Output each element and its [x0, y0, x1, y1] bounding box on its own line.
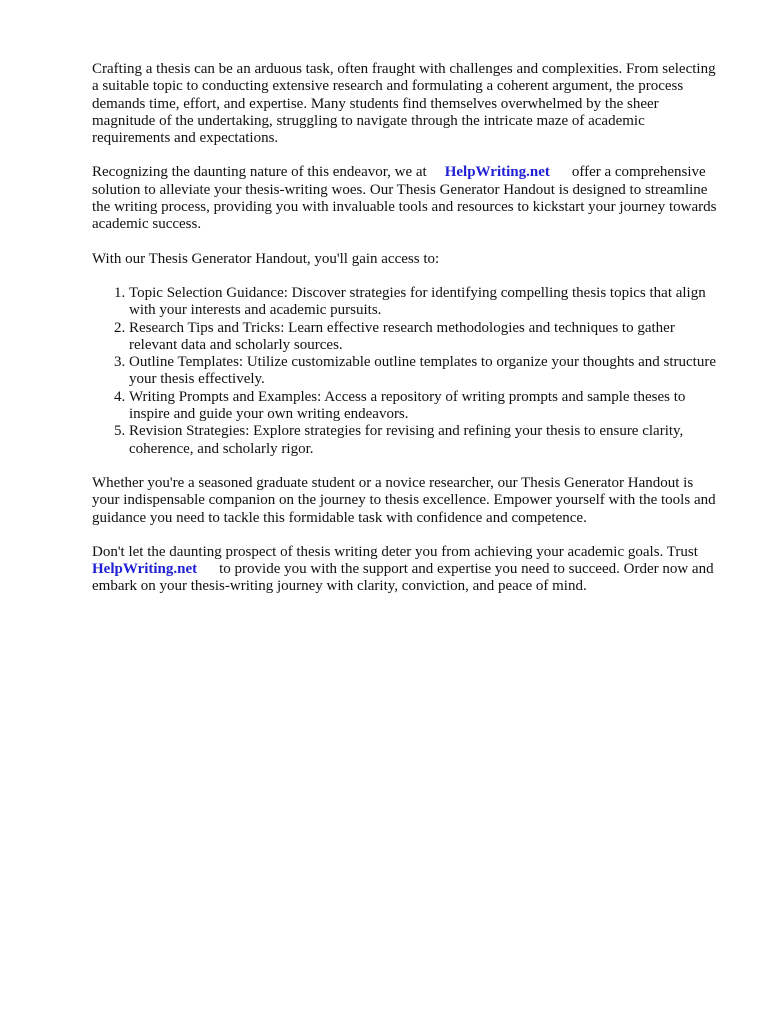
list-item: 5. Revision Strategies: Explore strategies for revising and refining your thesis to ensure clarity, coherence, and scholarly rigor. — [129, 423, 724, 458]
closing-text-before: Don't let the daunting prospect of thesis writing deter you from achieving your academic goals. Trust — [92, 543, 698, 560]
intro-paragraph: Crafting a thesis can be an arduous task, often fraught with challenges and complexities. From selecting a suitable topic to conducting extensive research and formulating a coherent argument, the process demands time, effort, and expertise. Many students find themselves overwhelmed by the sheer magnitude of the undertaking, struggling to navigate through the intricate maze of academic requirements and expectations. — [92, 61, 716, 147]
list-item: 3. Outline Templates: Utilize customizable outline templates to organize your thoughts and structure your thesis effectively. — [129, 354, 724, 389]
recognize-text-before: Recognizing the daunting nature of this endeavor, we at — [92, 164, 427, 181]
helpwriting-link[interactable]: HelpWriting.net — [444, 164, 550, 181]
list-item: 1. Topic Selection Guidance: Discover strategies for identifying compelling thesis topics that align with your interests and academic pursuits. — [129, 285, 724, 320]
document-body — [92, 61, 724, 613]
list-item: 4. Writing Prompts and Examples: Access a repository of writing prompts and sample theses to inspire and guide your own writing endeavors. — [129, 389, 724, 424]
benefits-list — [92, 285, 724, 458]
list-item: 2. Research Tips and Tricks: Learn effective research methodologies and techniques to gather relevant data and scholarly sources. — [129, 320, 724, 355]
helpwriting-link-closing[interactable]: HelpWriting.net — [92, 561, 198, 578]
recognize-text-after: offer a comprehensive solution to alleviate your thesis-writing woes. Our Thesis Generator Handout is designed to streamline the writing process, providing you with invaluable tools and resources to kickstart your journey towards academic success. — [92, 164, 717, 233]
whether-paragraph: Whether you're a seasoned graduate student or a novice researcher, our Thesis Generator Handout is your indispensable companion on the journey to thesis excellence. Empower yourself with the tools and guidance you need to tackle this formidable task with confidence and competence. — [92, 474, 716, 526]
closing-text-after: to provide you with the support and expertise you need to succeed. Order now and embark on your thesis-writing journey with clarity, conviction, and peace of mind. — [92, 561, 714, 595]
closing-paragraph — [92, 544, 724, 596]
access-intro: With our Thesis Generator Handout, you'll gain access to: — [92, 250, 440, 267]
recognize-paragraph — [92, 164, 724, 233]
